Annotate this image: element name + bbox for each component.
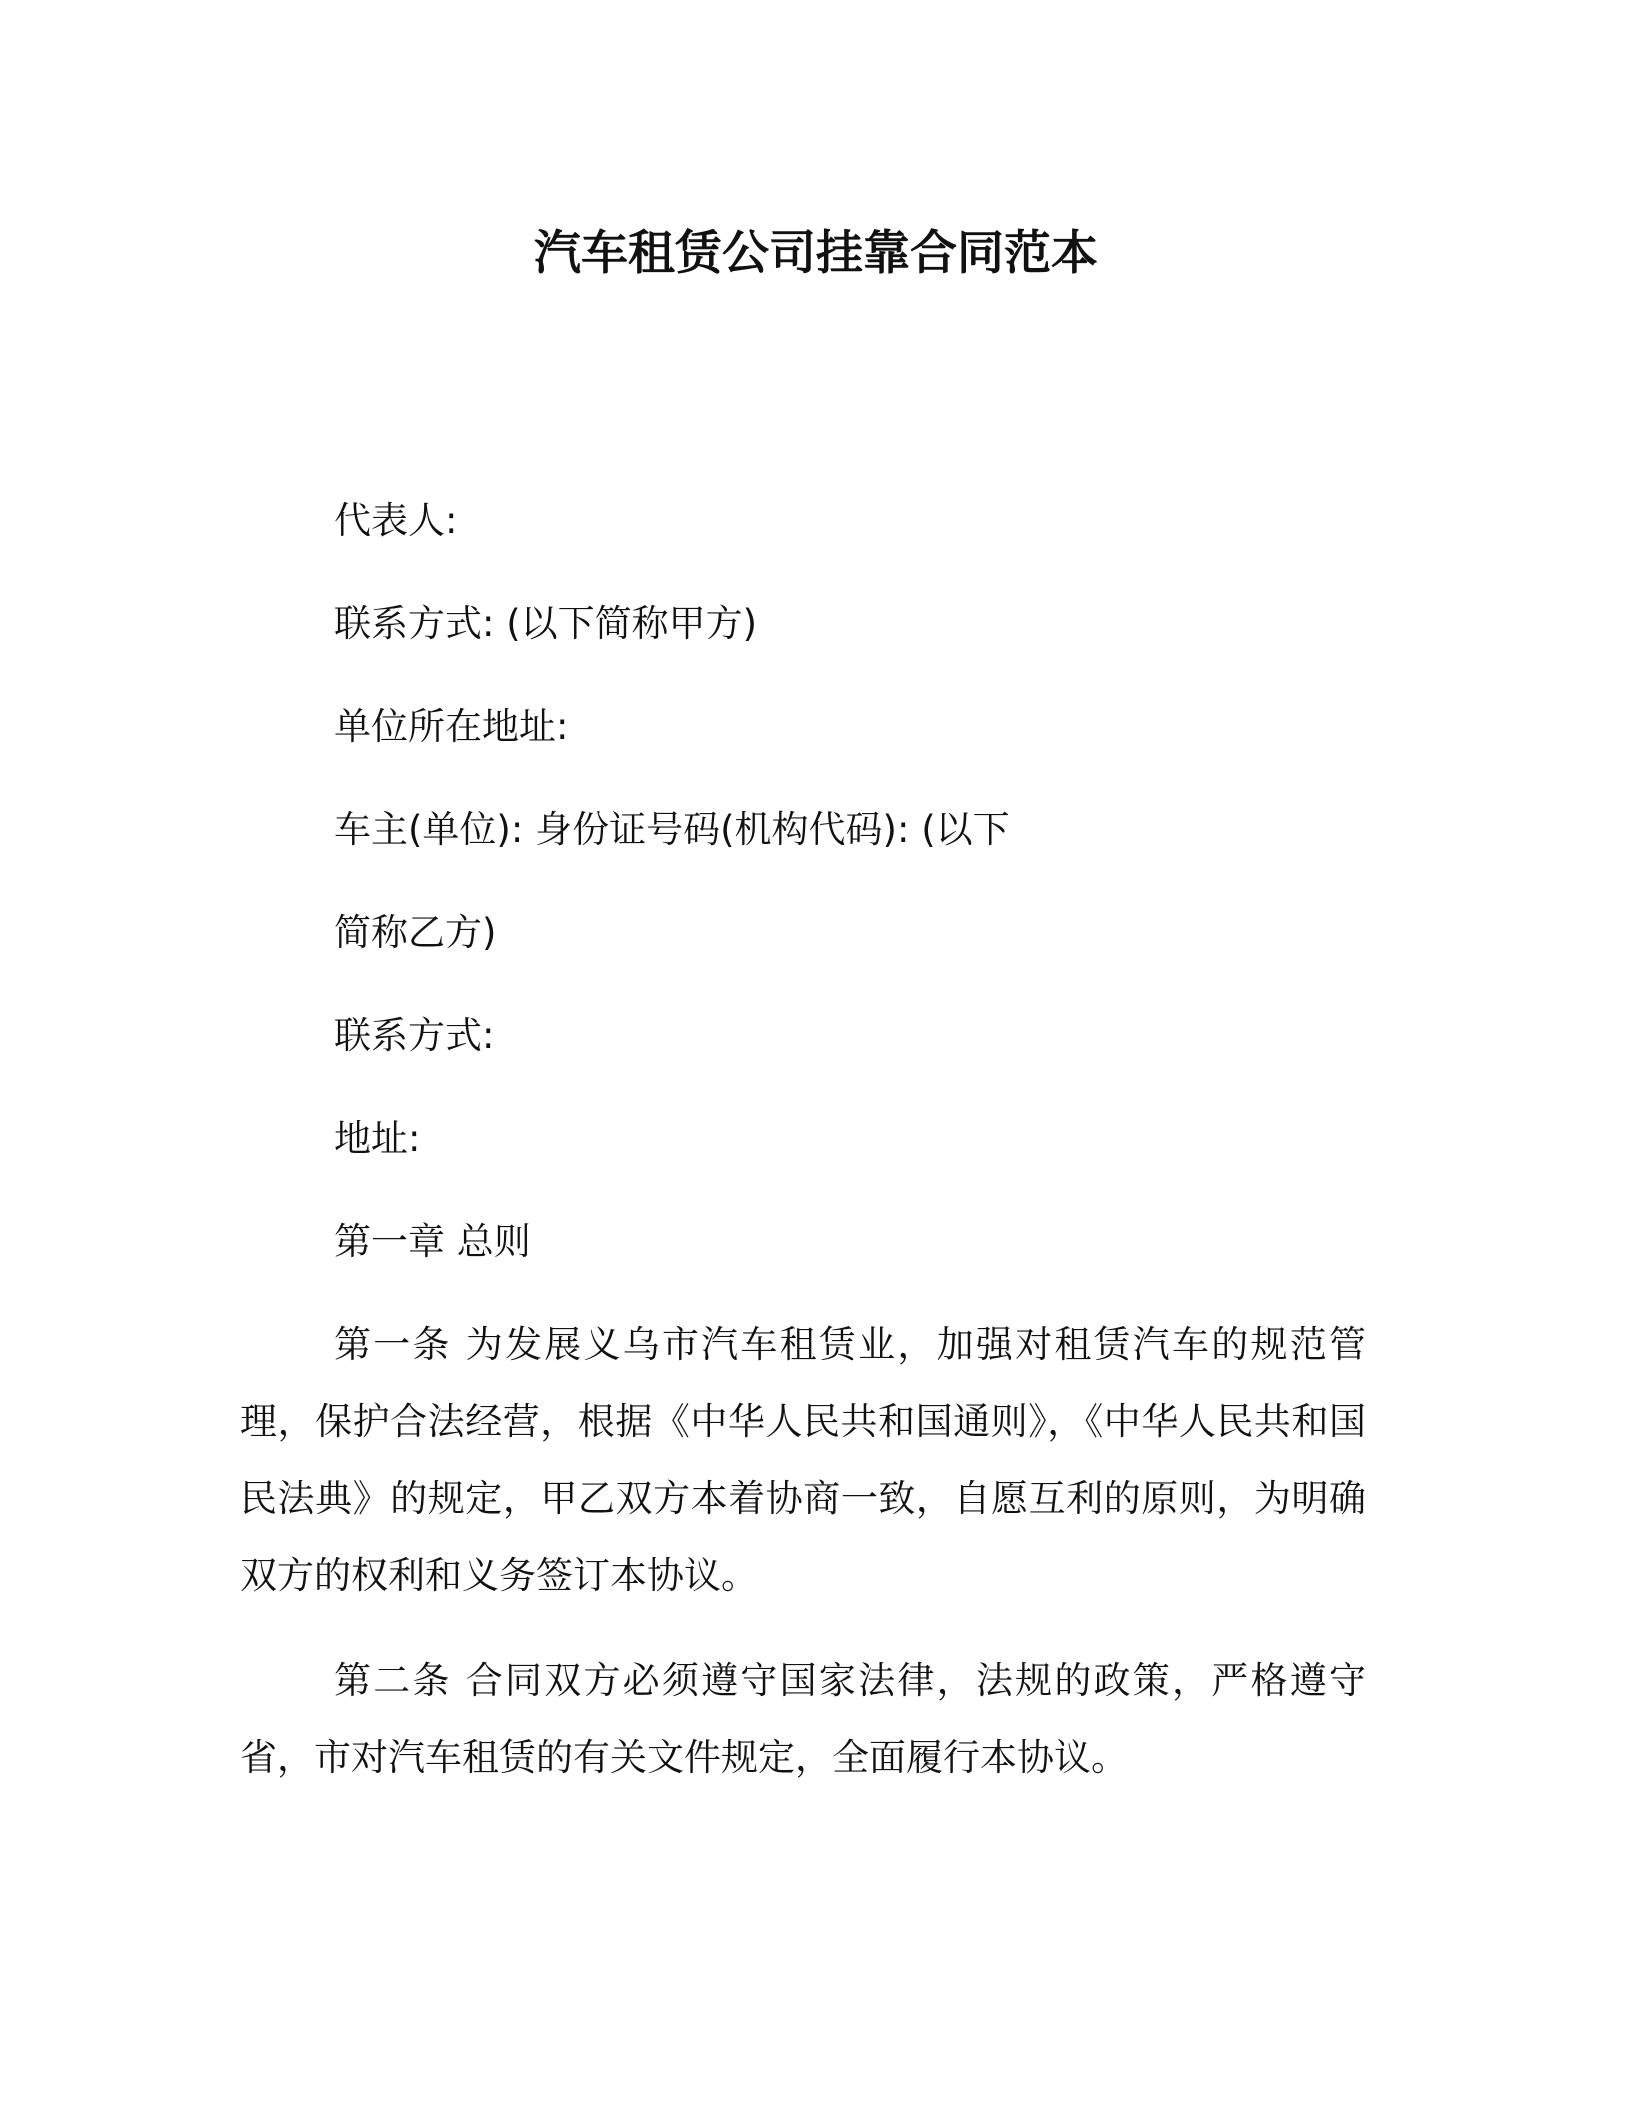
- field-owner-id: 车主(单位): 身份证号码(机构代码): (以下: [334, 808, 1010, 851]
- field-party-b-label: 简称乙方): [334, 911, 497, 954]
- document-title: 汽车租赁公司挂靠合同范本: [534, 226, 1098, 281]
- field-contact-party-a: 联系方式: (以下简称甲方): [334, 602, 758, 645]
- field-unit-address: 单位所在地址:: [334, 705, 569, 748]
- article-2: 第二条 合同双方必须遵守国家法律，法规的政策，严格遵守省，市对汽车租赁的有关文件规定，全面履行本协议。: [240, 1659, 1366, 1779]
- field-representative: 代表人:: [334, 499, 458, 542]
- field-contact-party-b: 联系方式:: [334, 1014, 495, 1057]
- chapter-heading: 第一章 总则: [334, 1220, 531, 1263]
- article-1: 第一条 为发展义乌市汽车租赁业，加强对租赁汽车的规范管理，保护合法经营，根据《中华人民共和国通则》，《中华人民共和国民法典》的规定，甲乙双方本着协商一致，自愿互利的原则，为明确双方的权利和义务签订本协议。: [240, 1323, 1366, 1597]
- field-address: 地址:: [334, 1117, 421, 1160]
